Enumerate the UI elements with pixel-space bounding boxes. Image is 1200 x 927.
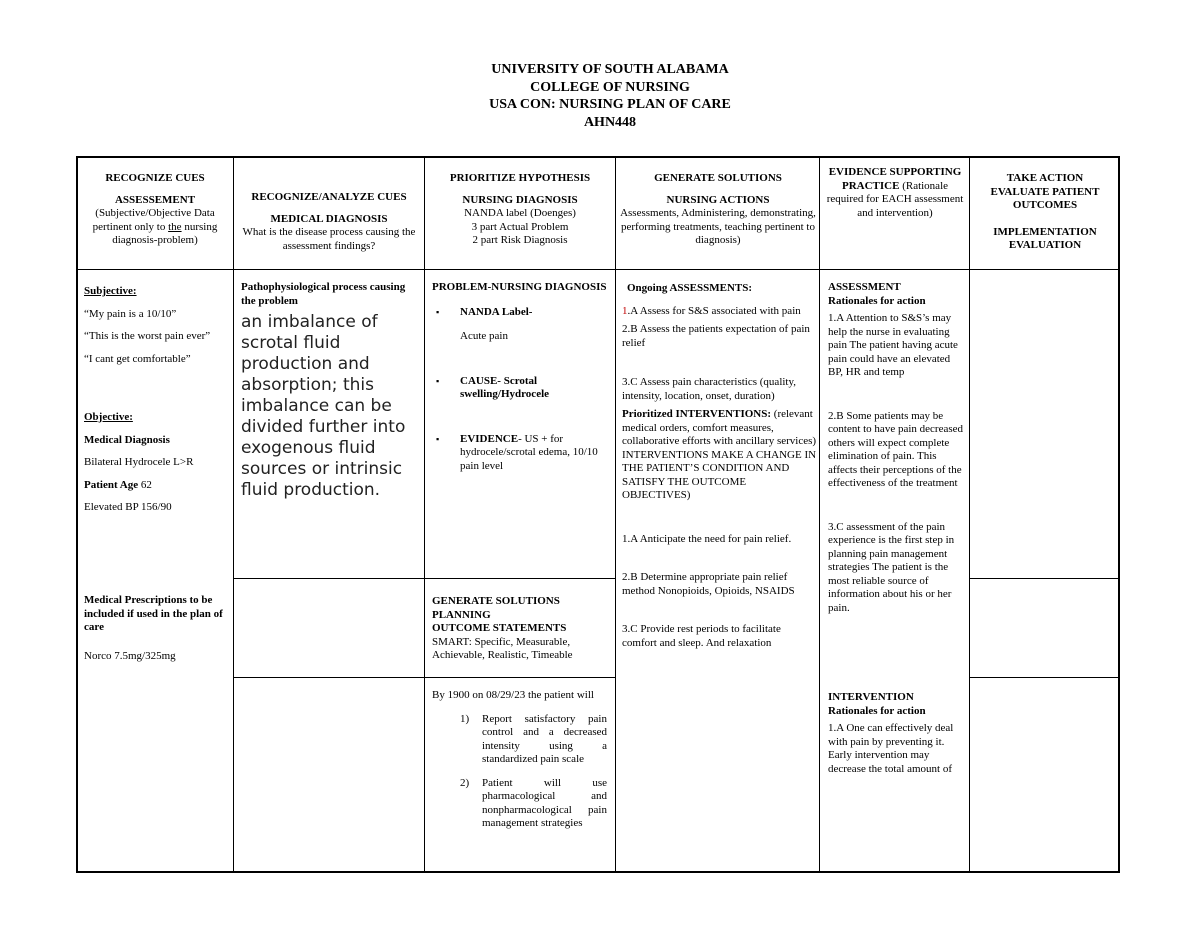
assessment-rationale-title: Rationales for action bbox=[828, 294, 926, 307]
rationale-item: 1.A Attention to S&S’s may help the nurse in evaluating pain The patient having acute pain could have an elevated BP, HR and temp bbox=[828, 312, 958, 378]
column-divider bbox=[969, 156, 970, 873]
header-university: UNIVERSITY OF SOUTH ALABAMA bbox=[491, 62, 729, 77]
col-description: 2 part Risk Diagnosis bbox=[472, 234, 568, 246]
smart-text: SMART: Specific, Measurable, Achievable, Realistic, Timeable bbox=[432, 635, 573, 661]
planning-header-cell bbox=[432, 595, 612, 663]
prescription-value: Norco 7.5mg/325mg bbox=[84, 649, 176, 662]
col-title: GENERATE SOLUTIONS bbox=[654, 172, 782, 184]
column-divider bbox=[819, 156, 820, 873]
pathophysiology-cell bbox=[241, 281, 421, 501]
header-course: AHN448 bbox=[583, 114, 637, 130]
patient-age: Patient Age 62 bbox=[84, 478, 152, 491]
prioritized-interventions: Prioritized INTERVENTIONS: (relevant medical orders, comfort measures, collaborative efforts with ancillary services) INTERVENTIONS MAKE A CHANGE IN THE PATIENT’S CONDITION AND SATISFY THE OUTCOME OBJECTIVES) bbox=[622, 408, 817, 501]
evidence-item: ▪ EVIDENCE- US + for hydrocele/scrotal edema, 10/10 pain level bbox=[432, 433, 612, 474]
row-divider bbox=[233, 578, 615, 579]
col-subtitle: MEDICAL DIAGNOSIS bbox=[270, 212, 388, 225]
goal-item: 2) Patient will use pharmacological and nonpharmacological pain management strategies bbox=[460, 776, 607, 829]
goal-item: 1) Report satisfactory pain control and a decreased intensity using a standardized pain scale bbox=[460, 712, 607, 765]
intervention-rationale-title: Rationales for action bbox=[828, 704, 926, 717]
col-description: 3 part Actual Problem bbox=[471, 220, 569, 233]
col-description: What is the disease process causing the assessment findings? bbox=[242, 226, 416, 252]
col-subtitle: NURSING ACTIONS bbox=[666, 193, 770, 206]
planning-title: GENERATE SOLUTIONS bbox=[432, 595, 560, 607]
assessment-action: 2.B Assess the patients expectation of pain relief bbox=[622, 323, 810, 349]
rationale-item: 2.B Some patients may be content to have pain decreased others will expect complete elimination of pain. This affects their perceptions of the effectiveness of the treatment bbox=[828, 409, 963, 489]
col-header-prioritize-hypothesis bbox=[428, 172, 612, 248]
col-title: TAKE ACTION bbox=[1006, 172, 1084, 184]
col-header-recognize-cues bbox=[80, 172, 230, 248]
column-divider bbox=[615, 156, 616, 873]
col-title: RECOGNIZE CUES bbox=[105, 172, 205, 184]
cause-item: ▪ CAUSE- Scrotal swelling/Hydrocele bbox=[432, 375, 612, 402]
nursing-actions-cell bbox=[622, 282, 817, 650]
col-title: EVALUATE PATIENT OUTCOMES bbox=[990, 185, 1100, 211]
row-divider bbox=[233, 677, 615, 678]
col-subtitle: ASSESSEMENT bbox=[114, 193, 196, 206]
col-description: (Subjective/Objective Data pertinent only to the nursing diagnosis-problem) bbox=[92, 207, 218, 246]
prescriptions-cell bbox=[84, 594, 230, 663]
col-header-take-action bbox=[978, 172, 1112, 253]
rationale-item: 1.A One can effectively deal with pain by preventing it. Early intervention may decrease the total amount of bbox=[828, 722, 954, 775]
planning-title: PLANNING bbox=[432, 608, 491, 621]
assessment-rationale-title: ASSESSMENT bbox=[828, 281, 901, 293]
document-header bbox=[0, 61, 1200, 131]
outcome-statements-cell bbox=[432, 689, 607, 831]
intervention-action: 1.A Anticipate the need for pain relief. bbox=[622, 532, 792, 545]
rationale-cell bbox=[828, 281, 964, 776]
pathophysiology-label: Pathophysiological process causing the problem bbox=[241, 281, 406, 307]
col-title: RECOGNIZE/ANALYZE CUES bbox=[251, 191, 407, 203]
assessment-action: 3.C Assess pain characteristics (quality, intensity, location, onset, duration) bbox=[622, 376, 797, 402]
nursing-diagnosis-cell bbox=[432, 281, 612, 473]
subjective-quote: “This is the worst pain ever” bbox=[84, 330, 211, 342]
col-header-analyze-cues bbox=[237, 191, 421, 253]
intervention-action: 3.C Provide rest periods to facilitate comfort and sleep. And relaxation bbox=[622, 623, 781, 649]
row-divider bbox=[969, 578, 1120, 579]
nursing-diagnosis-label: PROBLEM-NURSING DIAGNOSIS bbox=[432, 281, 607, 293]
col-description: NANDA label (Doenges) bbox=[464, 207, 576, 219]
col-header-evidence bbox=[826, 166, 964, 220]
col-description: Assessments, Administering, demonstrating, performing treatments, teaching pertinent to diagnosis) bbox=[620, 207, 816, 246]
intervention-rationale-title: INTERVENTION bbox=[828, 691, 914, 703]
nanda-label: ▪ NANDA Label- bbox=[432, 306, 612, 320]
row-divider bbox=[969, 677, 1120, 678]
column-divider bbox=[233, 156, 234, 873]
header-row-divider bbox=[76, 269, 1120, 270]
col-subtitle: NURSING DIAGNOSIS bbox=[462, 193, 578, 206]
col-description: EVIDENCE SUPPORTING PRACTICE (Rationale required for EACH assessment and intervention) bbox=[826, 166, 964, 219]
nanda-value: Acute pain bbox=[460, 330, 508, 342]
intervention-action: 2.B Determine appropriate pain relief method Nonopioids, Opioids, NSAIDS bbox=[622, 571, 795, 597]
col-title: IMPLEMENTATION bbox=[993, 225, 1097, 238]
ongoing-assessments-label: Ongoing ASSESSMENTS: bbox=[627, 282, 753, 294]
pathophysiology-text: an imbalance of scrotal fluid production and absorption; this imbalance can be divided further into exogenous fluid sources or intrinsic fluid production. bbox=[241, 312, 406, 500]
col-title: EVALUATION bbox=[1008, 239, 1082, 251]
column-divider bbox=[424, 156, 425, 873]
objective-label: Objective: bbox=[84, 411, 133, 423]
rationale-item: 3.C assessment of the pain experience is the first step in planning pain management strategies The patient is the most reliable source of information about his or her pain. bbox=[828, 520, 955, 614]
subjective-quote: “I cant get comfortable” bbox=[84, 352, 191, 365]
header-college: COLLEGE OF NURSING bbox=[530, 79, 690, 95]
medical-diagnosis-value: Bilateral Hydrocele L>R bbox=[84, 456, 194, 468]
medical-diagnosis-label: Medical Diagnosis bbox=[84, 433, 170, 446]
col-title: PRIORITIZE HYPOTHESIS bbox=[449, 172, 591, 184]
col-header-generate-solutions bbox=[619, 172, 817, 248]
subjective-quote: “My pain is a 10/10” bbox=[84, 307, 177, 320]
planning-title: OUTCOME STATEMENTS bbox=[432, 622, 567, 634]
subjective-label: Subjective: bbox=[84, 285, 137, 297]
blood-pressure: Elevated BP 156/90 bbox=[84, 501, 172, 513]
prescriptions-label: Medical Prescriptions to be included if used in the plan of care bbox=[84, 594, 223, 633]
header-plan-title: USA CON: NURSING PLAN OF CARE bbox=[489, 97, 731, 112]
assessment-action: 1.A Assess for S&S associated with pain bbox=[622, 304, 801, 317]
assessment-cell bbox=[84, 285, 230, 515]
goal-intro: By 1900 on 08/29/23 the patient will bbox=[432, 689, 594, 701]
